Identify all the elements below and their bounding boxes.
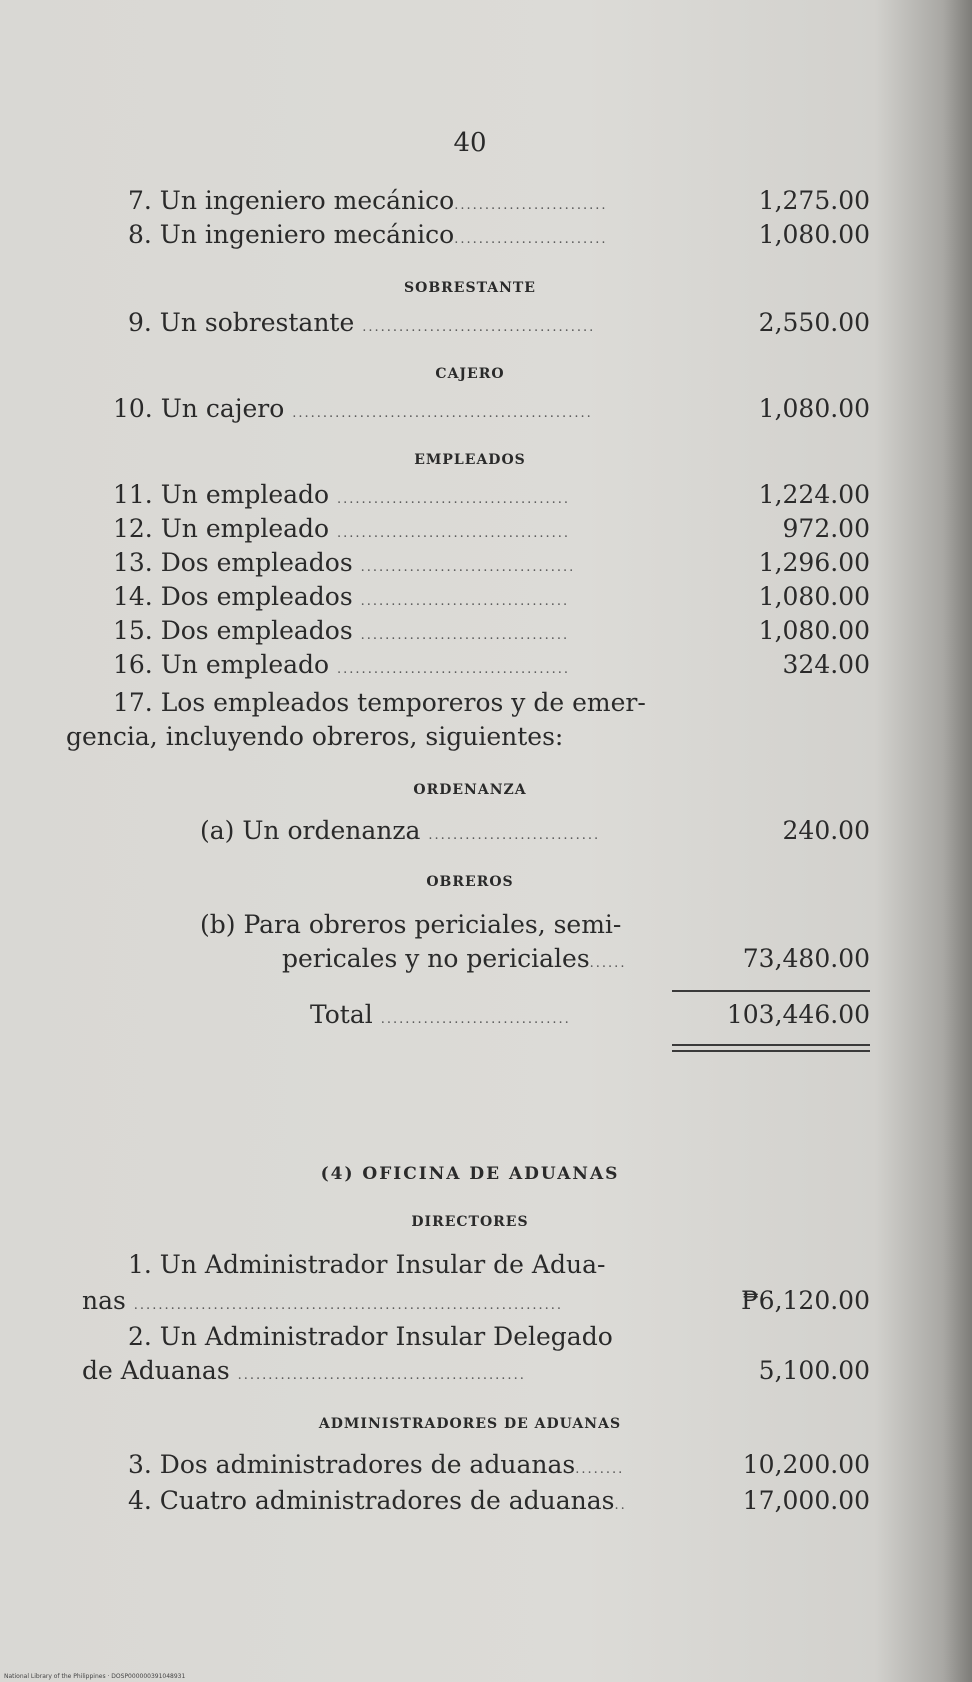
total-label: Total: [310, 1000, 373, 1029]
scan-footer: National Library of the Philippines · DOSP000000391048931: [4, 1673, 186, 1680]
list-item: [82, 1356, 526, 1385]
leader-dots: .........................: [454, 198, 608, 213]
leader-dots: ......................................: [362, 320, 596, 335]
leader-dots: ............................: [428, 828, 601, 843]
leader-dots: ...............................................: [237, 1368, 526, 1383]
item-description: 14. Dos empleados: [113, 582, 353, 611]
item-description: 3. Dos administradores de aduanas: [128, 1450, 576, 1479]
list-item: [128, 186, 673, 215]
item-description: 7. Un ingeniero mecánico: [128, 186, 455, 215]
item-amount: 1,080.00: [758, 582, 870, 611]
section-heading: ADMINISTRADORES DE ADUANAS: [318, 1416, 622, 1432]
item-amount: 5,100.00: [758, 1356, 870, 1385]
item-description: de Aduanas: [82, 1356, 230, 1385]
list-item: [113, 616, 569, 645]
item-description: 10. Un cajero: [113, 394, 285, 423]
item-17-line-1: 17. Los empleados temporeros y de emer-: [113, 688, 646, 717]
leader-dots: ......................................: [337, 662, 571, 677]
leader-dots: ......................................: [337, 526, 571, 541]
item-amount: 10,200.00: [742, 1450, 870, 1479]
item-b-line-1: (b) Para obreros periciales, semi-: [200, 910, 622, 939]
item-description: nas: [82, 1286, 126, 1315]
leader-dots: ......: [589, 956, 627, 971]
list-item: [113, 650, 570, 679]
leader-dots: ..: [614, 1498, 627, 1513]
list-item: [113, 394, 593, 423]
section-title: (4) OFICINA DE ADUANAS: [320, 1164, 620, 1184]
dir-1-line-1: 1. Un Administrador Insular de Adua-: [128, 1250, 606, 1279]
section-heading: ORDENANZA: [413, 782, 527, 798]
leader-dots: ...................................: [360, 560, 576, 575]
list-item: [113, 480, 570, 509]
item-description: pericales y no periciales: [282, 944, 590, 973]
item-description: 9. Un sobrestante: [128, 308, 355, 337]
item-amount: 1,224.00: [758, 480, 870, 509]
total-double-rule-bottom: [672, 1050, 870, 1052]
page-number: 40: [453, 128, 487, 158]
item-amount: 240.00: [782, 816, 870, 845]
list-item: [128, 220, 673, 249]
leader-dots: .................................................: [292, 406, 593, 421]
total-double-rule-top: [672, 1044, 870, 1046]
section-heading: OBREROS: [426, 874, 514, 890]
leader-dots: ........: [575, 1462, 625, 1477]
leader-dots: ...............................: [380, 1012, 571, 1027]
item-description: 13. Dos empleados: [113, 548, 353, 577]
item-amount: 1,275.00: [758, 186, 870, 215]
item-description: 15. Dos empleados: [113, 616, 353, 645]
section-heading: DIRECTORES: [411, 1214, 529, 1230]
list-item: [128, 1486, 627, 1515]
leader-dots: .........................: [454, 232, 608, 247]
list-item: [128, 1450, 624, 1479]
dir-2-line-1: 2. Un Administrador Insular Delegado: [128, 1322, 613, 1351]
total-row: [310, 1000, 571, 1029]
item-description: 16. Un empleado: [113, 650, 330, 679]
item-amount: ₱6,120.00: [741, 1286, 870, 1315]
leader-dots: ..................................: [360, 594, 570, 609]
item-amount: 17,000.00: [742, 1486, 870, 1515]
item-description: 8. Un ingeniero mecánico: [128, 220, 455, 249]
leader-dots: ......................................................................: [133, 1298, 564, 1313]
list-item: [113, 548, 575, 577]
list-item: [200, 816, 600, 845]
item-description: 11. Un empleado: [113, 480, 330, 509]
item-amount: 324.00: [782, 650, 870, 679]
section-heading: CAJERO: [435, 366, 505, 382]
item-description: 12. Un empleado: [113, 514, 330, 543]
list-item: [82, 1286, 563, 1315]
leader-dots: ..................................: [360, 628, 570, 643]
list-item: [282, 944, 626, 973]
item-amount: 73,480.00: [742, 944, 870, 973]
item-amount: 1,080.00: [758, 220, 870, 249]
leader-dots: ......................................: [337, 492, 571, 507]
list-item: [128, 308, 595, 337]
item-description: 4. Cuatro administradores de aduanas: [128, 1486, 615, 1515]
item-amount: 2,550.00: [758, 308, 870, 337]
list-item: [113, 582, 569, 611]
total-amount: 103,446.00: [726, 1000, 870, 1029]
section-heading: EMPLEADOS: [414, 452, 526, 468]
subtotal-rule: [672, 990, 870, 992]
item-amount: 1,080.00: [758, 394, 870, 423]
section-heading: SOBRESTANTE: [404, 280, 536, 296]
item-amount: 1,296.00: [758, 548, 870, 577]
item-description: (a) Un ordenanza: [200, 816, 421, 845]
item-amount: 972.00: [782, 514, 870, 543]
list-item: [113, 514, 570, 543]
item-17-line-2: gencia, incluyendo obreros, siguientes:: [66, 722, 564, 751]
item-amount: 1,080.00: [758, 616, 870, 645]
